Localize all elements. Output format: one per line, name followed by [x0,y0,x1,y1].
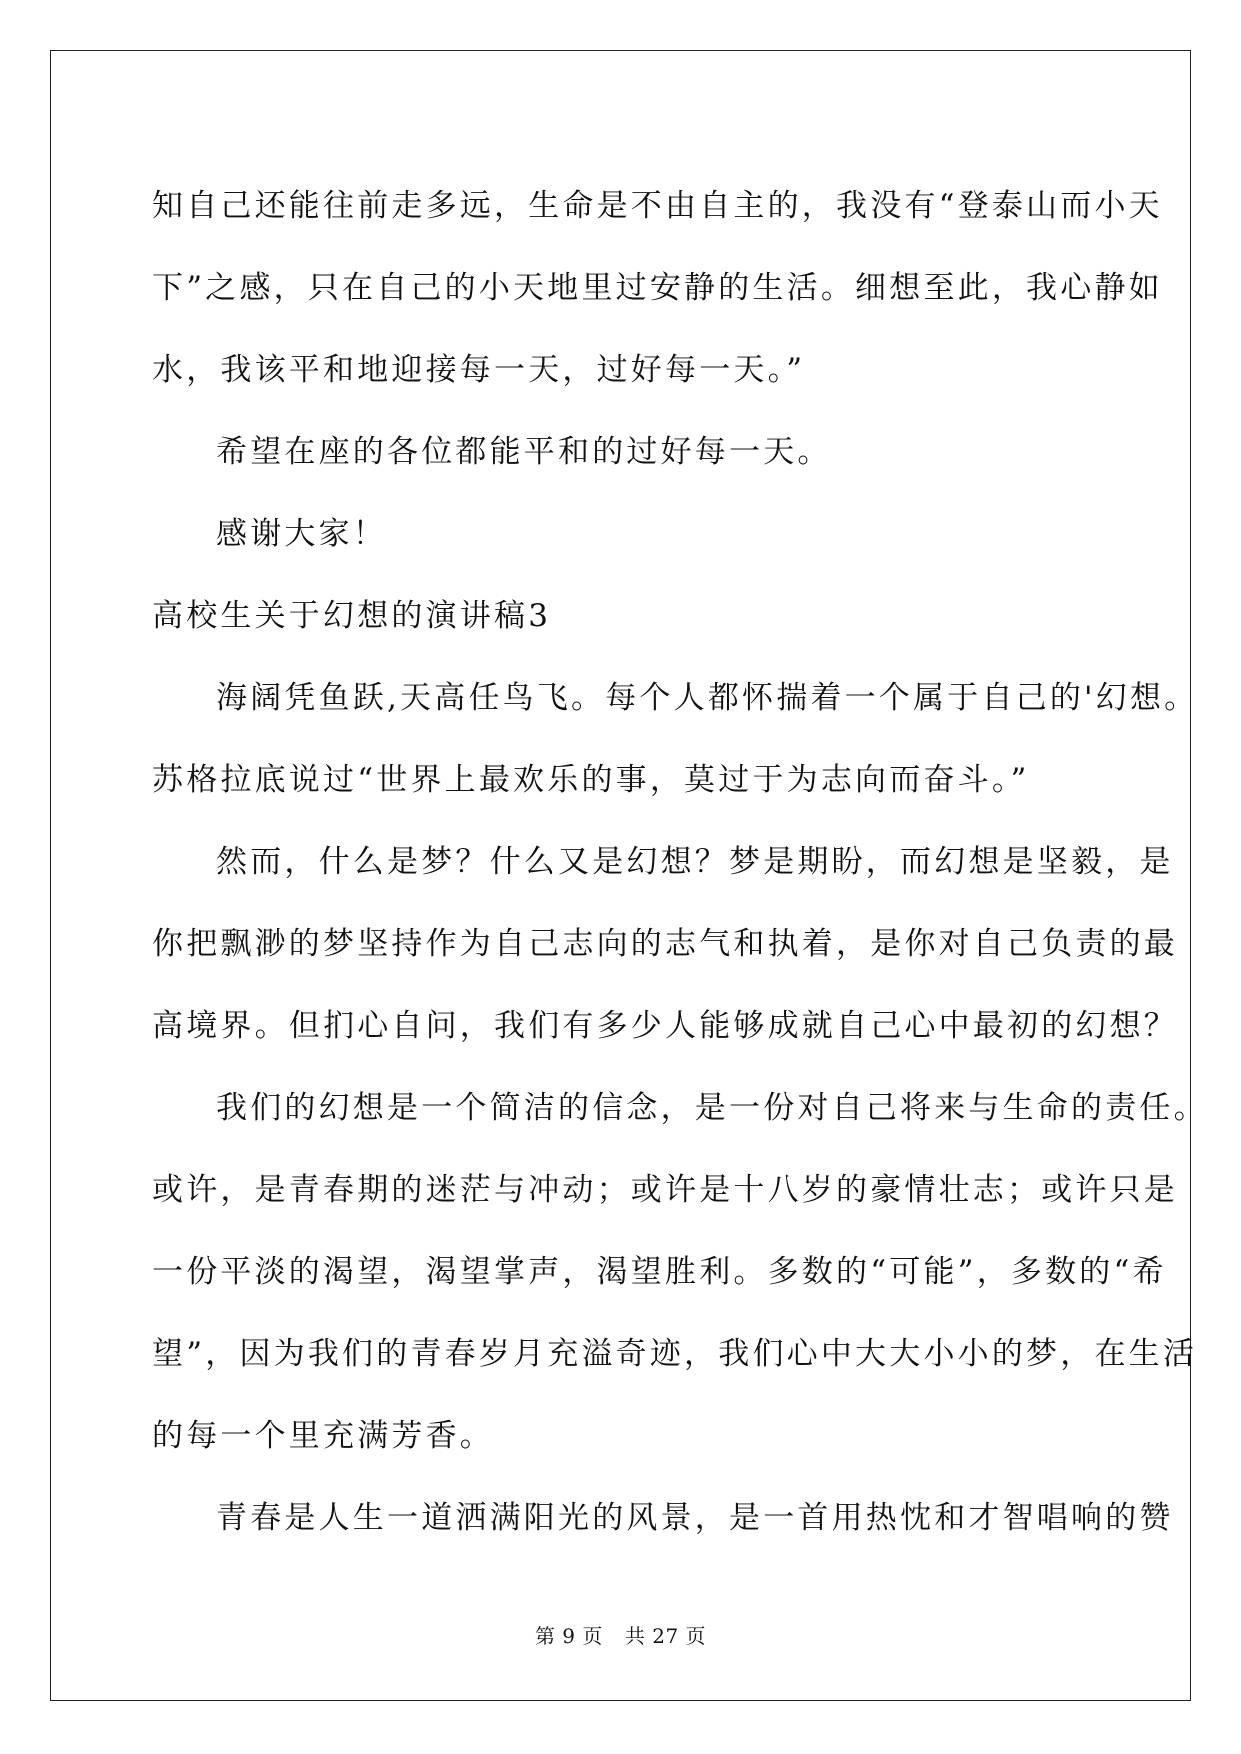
page-number-current: 第 9 页 [534,1624,603,1648]
paragraph-line: 望”，因为我们的青春岁月充溢奇迹，我们心中大大小小的梦，在生活 [152,1336,1198,1372]
paragraph-line: 的每一个里充满芳香。 [152,1418,494,1454]
paragraph-line: 一份平淡的渴望，渴望掌声，渴望胜利。多数的“可能”，多数的“希 [152,1254,1167,1290]
paragraph-line: 高境界。但扪心自问，我们有多少人能够成就自己心中最初的幻想？ [152,1008,1178,1044]
paragraph-line: 然而，什么是梦？什么又是幻想？梦是期盼，而幻想是坚毅，是 [216,844,1174,880]
paragraph-line: 希望在座的各位都能平和的过好每一天。 [216,434,832,470]
paragraph-line: 水，我该平和地迎接每一天，过好每一天。” [152,352,806,388]
paragraph-line: 知自己还能往前走多远，生命是不由自主的，我没有“登泰山而小天 [152,188,1163,224]
paragraph-line: 或许，是青春期的迷茫与冲动；或许是十八岁的豪情壮志；或许只是 [152,1172,1178,1208]
section-heading: 高校生关于幻想的演讲稿3 [152,598,552,634]
document-body [152,165,1208,1559]
paragraph-line: 感谢大家！ [216,516,387,552]
page-number-total: 共 27 页 [624,1624,707,1648]
paragraph-line: 海阔凭鱼跃,天高任鸟飞。每个人都怀揣着一个属于自己的'幻想。 [216,680,1199,716]
paragraph-line: 下”之感，只在自己的小天地里过安静的生活。细想至此，我心静如 [152,270,1163,306]
paragraph-line: 苏格拉底说过“世界上最欢乐的事，莫过于为志向而奋斗。” [152,762,1030,798]
paragraph-line: 你把飘渺的梦坚持作为自己志向的志气和执着，是你对自己负责的最 [152,926,1178,962]
paragraph-line: 青春是人生一道洒满阳光的风景，是一首用热忱和才智唱响的赞 [216,1500,1174,1536]
page-footer [0,1620,1241,1649]
paragraph-line: 我们的幻想是一个简洁的信念，是一份对自己将来与生命的责任。 [216,1090,1208,1126]
